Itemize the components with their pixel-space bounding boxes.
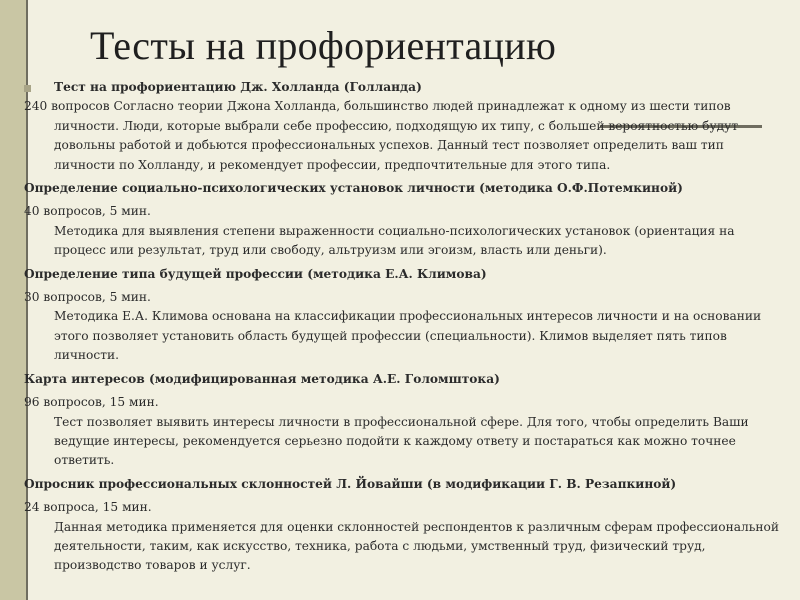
- test-description-line: Тест позволяет выявить интересы личности в профессиональной сфере. Для того, чтобы определить Ваши: [54, 414, 749, 429]
- test-description-line: довольны работой и добьются профессиональных успехов. Данный тест позволяет определить ваш тип: [54, 138, 724, 153]
- left-decor-bar: [0, 0, 26, 600]
- test-description-line: этого позволяет установить область будущей профессии (специальности). Климов выделяет пять типов: [54, 328, 727, 343]
- page-title: Тесты на профориентацию: [90, 23, 557, 68]
- test-heading-klimov: Определение типа будущей профессии (методика Е.А. Климова): [24, 266, 487, 281]
- test-meta: 24 вопроса, 15 мин.: [24, 500, 152, 515]
- test-heading-holland: Тест на профориентацию Дж. Холланда (Голланда): [24, 78, 792, 97]
- test-description-line: ведущие интересы, рекомендуется серьезно подойти к каждому ответу и постараться как можно точнее: [54, 433, 736, 448]
- test-description-line: Данная методика применяется для оценки склонностей респондентов к различным сферам профессиональной: [54, 519, 779, 534]
- test-list: [24, 78, 792, 576]
- test-meta: 40 вопросов, 5 мин.: [24, 204, 151, 219]
- test-meta: 240 вопросов Согласно теории Джона Холланда, большинство людей принадлежат к одному из шести типов: [24, 99, 731, 114]
- test-description-line: деятельности, таким, как искусство, техника, работа с людьми, умственный труд, физический труд,: [54, 538, 706, 553]
- test-heading-yovaishi: Опросник профессиональных склонностей Л. Йовайши (в модификации Г. В. Резапкиной): [24, 476, 677, 491]
- test-heading-potemkina: Определение социально-психологических установок личности (методика О.Ф.Потемкиной): [24, 181, 683, 196]
- test-description-line: личности. Люди, которые выбрали себе профессию, подходящую их типу, с большей вероятностью будут: [54, 118, 739, 133]
- test-description-line: личности.: [54, 348, 119, 363]
- test-description-line: личности по Холланду, и рекомендует профессии, предпочтительные для этого типа.: [54, 157, 611, 172]
- test-description-line: процесс или результат, труд или свободу, альтруизм или эгоизм, власть или деньги).: [54, 243, 607, 258]
- test-heading-golomshtok: Карта интересов (модифицированная методика А.Е. Голомштока): [24, 371, 500, 386]
- test-description-line: ответить.: [54, 453, 115, 468]
- bullet-icon: [24, 85, 31, 92]
- test-description-line: Методика для выявления степени выраженности социально-психологических установок (ориентация на: [54, 223, 735, 238]
- test-meta: 96 вопросов, 15 мин.: [24, 395, 159, 410]
- test-description-line: Методика Е.А. Климова основана на классификации профессиональных интересов личности и на основании: [54, 309, 762, 324]
- test-description-line: производство товаров и услуг.: [54, 558, 251, 573]
- test-meta: 30 вопросов, 5 мин.: [24, 290, 151, 305]
